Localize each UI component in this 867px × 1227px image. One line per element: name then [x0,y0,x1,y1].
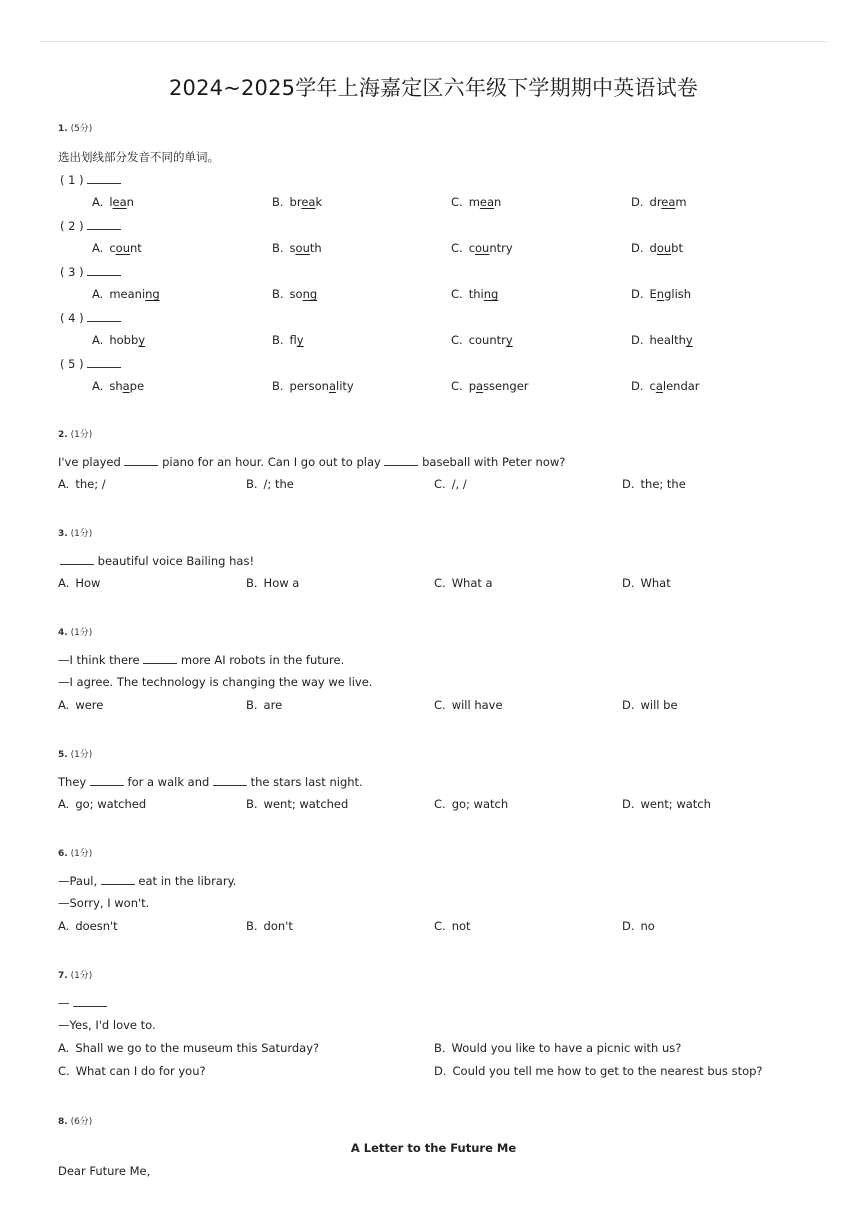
underlined-part: ng [483,287,499,301]
option-choice[interactable] [58,1041,319,1055]
answer-blank [87,218,121,230]
underlined-part: y [138,333,146,347]
option-choice[interactable] [434,576,493,590]
option-letter: A. [58,698,70,712]
option-letter: D. [434,1064,447,1078]
option-letter: D. [631,287,644,301]
answer-blank [101,873,135,885]
option-letter: B. [246,576,258,590]
option-choice[interactable] [246,797,348,811]
option-letter: A. [58,576,70,590]
option-letter: B. [272,195,284,209]
word-part: countr [468,333,506,347]
option-text: Shall we go to the museum this Saturday? [75,1041,320,1055]
option-letter: C. [451,333,463,347]
underlined-part: a [476,379,484,393]
option-letter: B. [272,379,284,393]
option-letter: D. [631,379,644,393]
underlined-part: ea [301,195,316,209]
option-letter: B. [272,241,284,255]
word-part: E [649,287,657,301]
option-text: go; watched [75,797,147,811]
word-part: dr [649,195,662,209]
word-part: n [126,195,134,209]
option-letter: B. [246,698,258,712]
answer-blank [87,356,121,368]
word-part: s [289,241,296,255]
sub-question-label [60,310,121,325]
option-choice[interactable] [434,1064,763,1078]
word-part: p [468,379,476,393]
option-letter: A. [92,379,104,393]
word-part: k [315,195,323,209]
question-2-header: 2. (1分) [58,430,93,440]
word-part: d [649,241,657,255]
question-7-header: 7. (1分) [58,971,93,981]
word-part: meani [109,287,146,301]
word-part: ssenger [483,379,529,393]
sub-question-label [60,264,121,279]
option-choice[interactable] [622,698,678,712]
question-3-stem: beautiful voice Bailing has! [60,553,254,568]
option-choice[interactable] [451,195,501,209]
option-letter: C. [451,241,463,255]
passage-title: A Letter to the Future Me [350,1141,517,1155]
option-letter: A. [92,333,104,347]
option-text: no [640,919,655,933]
option-choice[interactable] [92,195,134,209]
option-letter: D. [631,333,644,347]
underlined-part: y [296,333,304,347]
word-part: ntry [489,241,513,255]
option-letter: D. [622,698,635,712]
option-choice[interactable] [622,797,711,811]
option-choice[interactable] [451,333,513,347]
question-4-line-2: —I agree. The technology is changing the way we live. [58,675,373,689]
word-part: sh [109,379,123,393]
underlined-part: ou [295,241,310,255]
option-choice[interactable] [272,195,322,209]
option-letter: D. [631,195,644,209]
option-letter: A. [58,797,70,811]
option-choice[interactable] [246,698,282,712]
option-letter: A. [58,477,70,491]
word-part: n [494,195,502,209]
option-letter: D. [622,919,635,933]
word-part: br [289,195,302,209]
option-choice[interactable] [451,241,513,255]
word-part: so [289,287,303,301]
option-letter: B. [246,797,258,811]
option-choice[interactable] [631,287,691,301]
underlined-part: ou [475,241,490,255]
answer-blank [87,264,121,276]
option-text: /; the [263,477,294,491]
option-choice[interactable] [92,241,142,255]
underlined-part: ng [145,287,160,301]
option-choice[interactable] [631,195,687,209]
option-letter: C. [451,195,463,209]
option-letter: D. [622,576,635,590]
answer-blank [143,652,177,664]
question-6-line-2: —Sorry, I won't. [58,896,150,910]
option-letter: C. [434,576,446,590]
option-text: the; the [640,477,686,491]
option-choice[interactable] [631,333,693,347]
option-letter: D. [622,797,635,811]
option-letter: A. [92,287,104,301]
word-part: hobb [109,333,139,347]
option-text: What [640,576,671,590]
option-choice[interactable] [58,576,100,590]
option-text: went; watch [640,797,711,811]
option-text: will have [451,698,503,712]
option-text: were [75,698,104,712]
underlined-part: y [505,333,513,347]
option-letter: A. [92,195,104,209]
option-text: go; watch [451,797,509,811]
word-part: person [289,379,329,393]
word-part: glish [664,287,692,301]
option-choice[interactable] [631,241,683,255]
option-letter: C. [451,287,463,301]
word-part: c [109,241,116,255]
answer-blank [124,454,158,466]
answer-blank [213,774,247,786]
option-choice[interactable] [246,919,293,933]
sub-question-label [60,172,121,187]
option-text: don't [263,919,293,933]
word-part: c [649,379,656,393]
option-choice[interactable] [58,797,146,811]
word-part: bt [671,241,683,255]
option-letter: C. [434,919,446,933]
option-choice[interactable] [92,333,145,347]
answer-blank [87,310,121,322]
word-part: c [468,241,476,255]
option-choice[interactable] [58,919,118,933]
option-choice[interactable] [434,797,508,811]
option-text: How a [263,576,300,590]
underlined-part: a [122,379,130,393]
option-choice[interactable] [631,379,700,393]
sub-question-label [60,218,121,233]
sub-question-number: ( 1 ) [60,173,84,187]
question-7-line-1: — [58,995,107,1010]
option-text: doesn't [75,919,118,933]
question-6-header: 6. (1分) [58,849,93,859]
underlined-part: ou [115,241,130,255]
option-choice[interactable] [272,287,317,301]
option-choice[interactable] [58,1064,206,1078]
option-choice[interactable] [434,919,471,933]
option-choice[interactable] [434,698,503,712]
option-text: went; watched [263,797,349,811]
option-letter: B. [246,919,258,933]
option-letter: C. [58,1064,70,1078]
option-letter: B. [272,333,284,347]
word-part: th [309,241,322,255]
option-text: Could you tell me how to get to the nearest bus stop? [452,1064,763,1078]
question-3-header: 3. (1分) [58,529,93,539]
underlined-part: y [685,333,693,347]
option-choice[interactable] [246,576,299,590]
option-text: What can I do for you? [75,1064,206,1078]
sub-question-number: ( 2 ) [60,219,84,233]
option-choice[interactable] [272,241,322,255]
underlined-part: a [328,379,337,393]
sub-question-label [60,356,121,371]
question-8-header: 8. (6分) [58,1117,93,1127]
word-part: lendar [662,379,700,393]
question-6-line-1: —Paul, eat in the library. [58,874,237,888]
word-part: m [675,195,687,209]
word-part: nt [129,241,142,255]
option-choice[interactable] [58,698,103,712]
option-choice[interactable] [272,333,304,347]
option-choice[interactable] [58,477,106,491]
word-part: m [468,195,480,209]
question-1-instruction: 选出划线部分发音不同的单词。 [58,150,219,164]
option-choice[interactable] [451,379,529,393]
answer-blank [90,774,124,786]
option-letter: C. [434,797,446,811]
word-part: thi [468,287,484,301]
option-letter: C. [451,379,463,393]
word-part: health [649,333,686,347]
underlined-part: ng [302,287,318,301]
answer-blank [87,172,121,184]
option-text: How [75,576,101,590]
underlined-part: ou [656,241,672,255]
option-text: the; / [75,477,106,491]
option-choice[interactable] [434,1041,681,1055]
option-letter: B. [246,477,258,491]
question-5-stem: They for a walk and the stars last night. [58,775,363,789]
question-2-stem: I've played piano for an hour. Can I go out to play baseball with Peter now? [58,455,566,469]
word-part: pe [129,379,145,393]
option-choice[interactable] [622,576,671,590]
underlined-part: ea [112,195,127,209]
option-choice[interactable] [451,287,498,301]
option-text: will be [640,698,678,712]
letter-greeting: Dear Future Me, [58,1164,151,1178]
exam-title: 2024~2025学年上海嘉定区六年级下学期期中英语试卷 [168,76,699,100]
underlined-part: ea [479,195,495,209]
question-1-header: 1. (5分) [58,124,93,134]
option-choice[interactable] [434,477,467,491]
option-letter: C. [434,477,446,491]
underlined-part: a [655,379,663,393]
option-letter: D. [622,477,635,491]
page-top-divider [40,41,827,42]
option-letter: A. [58,1041,70,1055]
question-4-line-1: —I think there more AI robots in the future. [58,653,345,667]
option-text: are [263,698,283,712]
option-choice[interactable] [246,477,294,491]
option-choice[interactable] [92,287,160,301]
option-choice[interactable] [272,379,354,393]
answer-blank [60,553,94,565]
question-5-header: 5. (1分) [58,750,93,760]
sub-question-number: ( 4 ) [60,311,84,325]
option-text: not [451,919,471,933]
option-letter: D. [631,241,644,255]
option-text: Would you like to have a picnic with us? [451,1041,682,1055]
answer-blank [73,995,107,1007]
option-letter: A. [58,919,70,933]
option-text: /, / [451,477,467,491]
option-letter: B. [272,287,284,301]
option-letter: A. [92,241,104,255]
option-letter: B. [434,1041,446,1055]
option-choice[interactable] [622,477,686,491]
sub-question-number: ( 5 ) [60,357,84,371]
option-choice[interactable] [92,379,144,393]
option-letter: C. [434,698,446,712]
option-choice[interactable] [622,919,655,933]
word-part: fl [289,333,297,347]
question-4-header: 4. (1分) [58,628,93,638]
word-part: lity [336,379,354,393]
word-part: l [109,195,113,209]
question-7-line-2: —Yes, I'd love to. [58,1018,156,1032]
answer-blank [384,454,418,466]
option-text: What a [451,576,493,590]
underlined-part: n [656,287,665,301]
sub-question-number: ( 3 ) [60,265,84,279]
underlined-part: ea [661,195,676,209]
